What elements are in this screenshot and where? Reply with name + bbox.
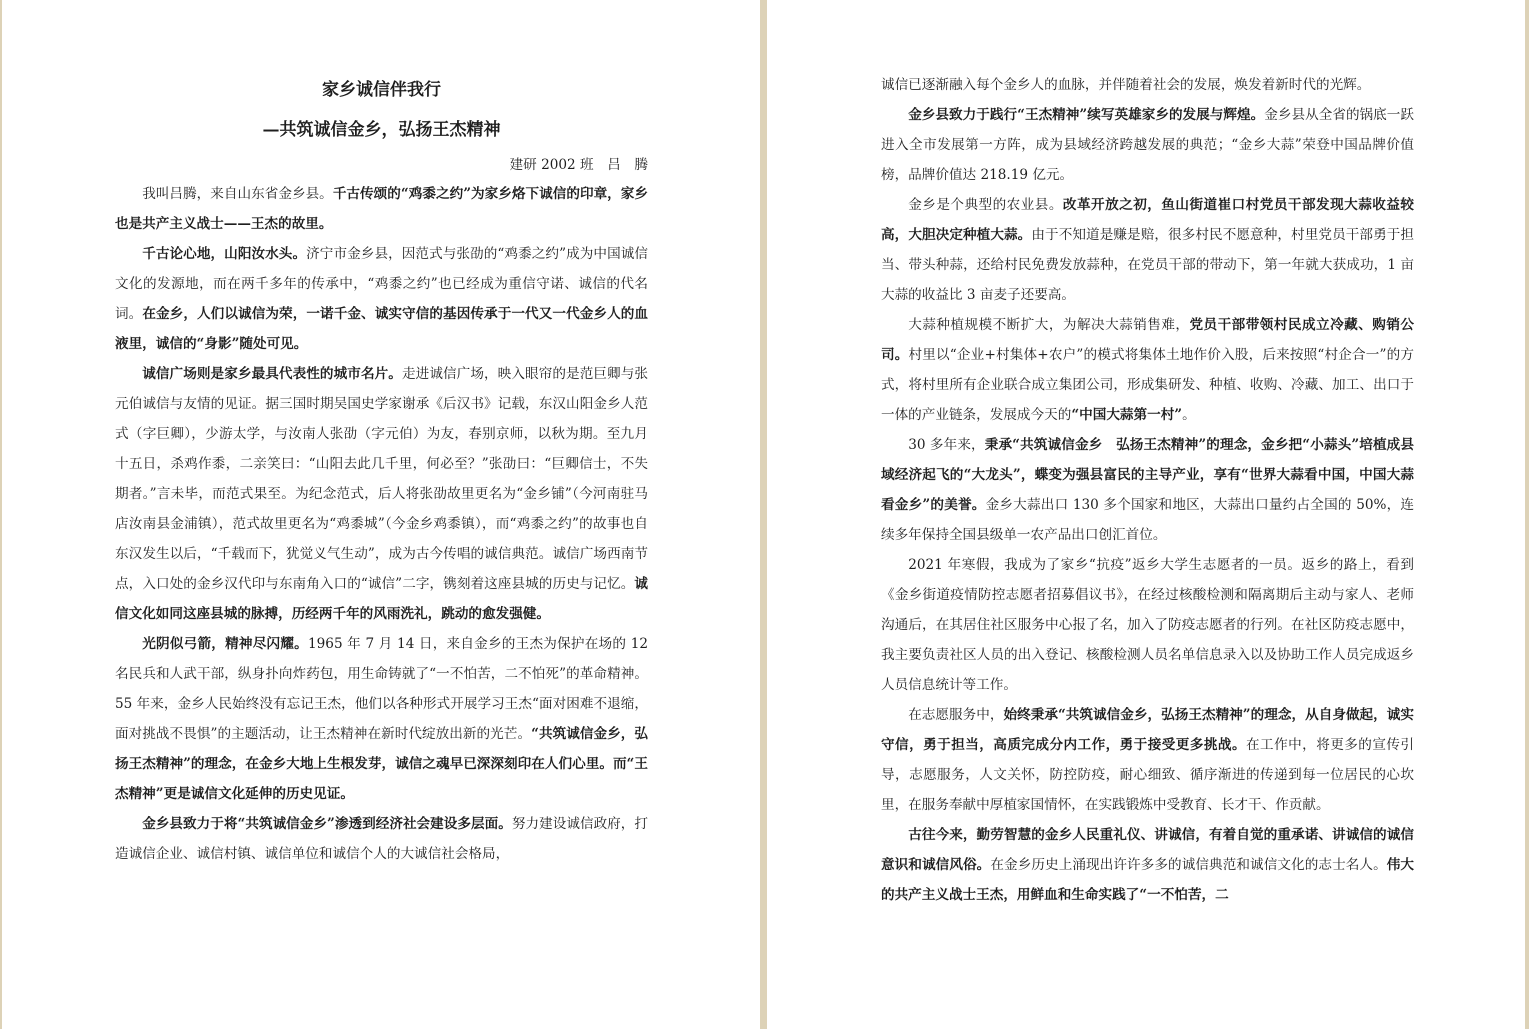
paragraph (881, 550, 1414, 700)
text-run: 1965 年 7 月 14 日，来自金乡的王杰为保护在场的 12 名民兵和人武干部，纵身扑向炸药包，用生命铸就了“一不怕苦，二不怕死”的革命精神。55 年来，金乡人民始终没有忘记王杰，他们以各种形式开展学习王杰“面对困难不退缩，面对挑战不畏惧”的主题活动，让王杰精神在新时代绽放出新的光芒。 (115, 636, 649, 742)
paragraph (881, 310, 1414, 430)
bold-text-run: 始终秉承“共筑诚信金乡，弘扬王杰精神”的理念，从自身做起，诚实守信，勇于担当，高质完成分内工作，勇于接受更多挑战。 (881, 707, 1415, 753)
paragraph (881, 100, 1414, 190)
paragraph (881, 700, 1414, 820)
bold-text-run: 金乡县致力于将“共筑诚信金乡”渗透到经济社会建设多层面。 (142, 816, 512, 832)
text-run: 金乡是个典型的农业县。 (908, 197, 1063, 213)
bold-text-run: “共筑诚信金乡，弘扬王杰精神”的理念，在金乡大地上生根发芽，诚信之魂早已深深刻印在人们心里。而“王杰精神”更是诚信文化延伸的历史见证。 (115, 726, 648, 802)
text-run: 。 (1182, 407, 1196, 423)
bold-text-run: 古往今来，勤劳智慧的金乡人民重礼仪、讲诚信，有着自觉的重承诺、讲诚信的诚信意识和诚信风俗。 (881, 827, 1414, 873)
paragraph (115, 179, 648, 239)
author-line: 建研 2002 班 吕 腾 (509, 157, 648, 173)
bold-text-run: 诚信广场则是家乡最具代表性的城市名片。 (142, 366, 402, 382)
bold-text-run: “中国大蒜第一村” (1071, 407, 1183, 423)
bold-text-run: 党员干部带领村民成立冷藏、购销公司。 (881, 317, 1415, 363)
paragraph (881, 820, 1414, 910)
text-run: 2021 年寒假，我成为了家乡“抗疫”返乡大学生志愿者的一员。返乡的路上，看到《金乡街道疫情防控志愿者招募倡议书》，在经过核酸检测和隔离期后主动与家人、老师沟通后，在其居住社区服务中心报了名，加入了防疫志愿者的行列。在社区防疫志愿中，我主要负责社区人员的出入登记、核酸检测人员名单信息录入以及协助工作人员完成返乡人员信息统计等工作。 (881, 557, 1414, 693)
text-run: 在工作中，将更多的宣传引导，志愿服务，人文关怀，防控防疫，耐心细致、循序渐进的传递到每一位居民的心坎里，在服务奉献中厚植家国情怀，在实践锻炼中受教育、长才干、作贡献。 (881, 737, 1415, 813)
text-run: 走进诚信广场，映入眼帘的是范巨卿与张元伯诚信与友情的见证。据三国时期吴国史学家谢承《后汉书》记载，东汉山阳金乡人范式（字巨卿），少游太学，与汝南人张劭（字元伯）为友，春别京师，以秋为期。至九月十五日，杀鸡作黍，二亲笑曰：“山阳去此几千里，何必至？”张劭曰：“巨卿信士，不失期者。”言未毕，而范式果至。为纪念范式，后人将张劭故里更名为“金乡铺”（今河南驻马店汝南县金浦镇），范式故里更名为“鸡黍城”（今金乡鸡黍镇），而“鸡黍之约”的故事也自东汉发生以后，“千载而下，犹觉义气生动”，成为古今传唱的诚信典范。诚信广场西南节点，入口处的金乡汉代印与东南角入口的“诚信”二字，镌刻着这座县城的历史与记忆。 (115, 366, 648, 592)
text-run: 30 多年来， (908, 437, 985, 453)
bold-text-run: 千古论心地，山阳汝水头。 (142, 246, 307, 262)
bold-text-run: 改革开放之初，鱼山街道崔口村党员干部发现大蒜收益较高，大胆决定种植大蒜。 (881, 197, 1415, 243)
bold-text-run: 诚信文化如同这座县城的脉搏，历经两千年的风雨洗礼，跳动的愈发强健。 (115, 576, 648, 622)
document-subtitle: —共筑诚信金乡，弘扬王杰精神 (262, 120, 501, 140)
right-page-body (881, 70, 1414, 910)
paragraph (115, 239, 648, 359)
bold-text-run: 秉承“共筑诚信金乡 弘扬王杰精神”的理念，金乡把“小蒜头”培植成县域经济起飞的“大龙头”，蝶变为强县富民的主导产业，享有“世界大蒜看中国，中国大蒜看金乡”的美誉。 (881, 437, 1414, 513)
paragraph (881, 70, 1414, 100)
text-run: 努力建设诚信政府，打造诚信企业、诚信村镇、诚信单位和诚信个人的大诚信社会格局， (115, 816, 649, 862)
bold-text-run: 光阴似弓箭，精神尽闪耀。 (142, 636, 308, 652)
document-page-right (767, 0, 1525, 1029)
text-run: 诚信已逐渐融入每个金乡人的血脉，并伴随着社会的发展，焕发着新时代的光辉。 (881, 77, 1371, 93)
text-run: 我叫吕腾，来自山东省金乡县。 (142, 186, 333, 202)
text-run: 在志愿服务中， (908, 707, 1004, 723)
paragraph (881, 190, 1414, 310)
document-page-left (2, 0, 760, 1029)
paragraph (881, 430, 1414, 550)
left-page-body (115, 179, 648, 869)
text-run: 金乡大蒜出口 130 多个国家和地区，大蒜出口量约占全国的 50%，连续多年保持全国县级单一农产品出口创汇首位。 (881, 497, 1414, 543)
text-run: 村里以“企业+村集体+农户”的模式将集体土地作价入股，后来按照“村企合一”的方式，将村里所有企业联合成立集团公司，形成集研发、种植、收购、冷藏、加工、出口于一体的产业链条，发展成今天的 (881, 347, 1415, 423)
text-run: 大蒜种植规模不断扩大，为解决大蒜销售难， (908, 317, 1190, 333)
text-run: 金乡县从全省的锅底一跃进入全市发展第一方阵，成为县域经济跨越发展的典范；“金乡大蒜”荣登中国品牌价值榜，品牌价值达 218.19 亿元。 (881, 107, 1414, 183)
text-run: 由于不知道是赚是赔，很多村民不愿意种，村里党员干部勇于担当、带头种蒜，还给村民免费发放蒜种，在党员干部的带动下，第一年就大获成功，1 亩大蒜的收益比 3 亩麦子还要高。 (881, 227, 1415, 303)
bold-text-run: 金乡县致力于践行“王杰精神”续写英雄家乡的发展与辉煌。 (908, 107, 1265, 123)
bold-text-run: 伟大的共产主义战士王杰，用鲜血和生命实践了“一不怕苦，二 (881, 857, 1415, 903)
text-run: 济宁市金乡县，因范式与张劭的“鸡黍之约”成为中国诚信文化的发源地，而在两千多年的传承中，“鸡黍之约”也已经成为重信守诺、诚信的代名词。 (115, 246, 648, 322)
paragraph (115, 809, 648, 869)
paragraph (115, 359, 648, 629)
bold-text-run: 在金乡，人们以诚信为荣，一诺千金、诚实守信的基因传承于一代又一代金乡人的血液里，诚信的“身影”随处可见。 (115, 306, 649, 352)
document-title: 家乡诚信伴我行 (322, 80, 441, 100)
paragraph (115, 629, 648, 809)
text-run: 在金乡历史上涌现出许许多多的诚信典范和诚信文化的志士名人。 (990, 857, 1387, 873)
bold-text-run: 千古传颂的“鸡黍之约”为家乡烙下诚信的印章，家乡也是共产主义战士——王杰的故里。 (115, 186, 649, 232)
